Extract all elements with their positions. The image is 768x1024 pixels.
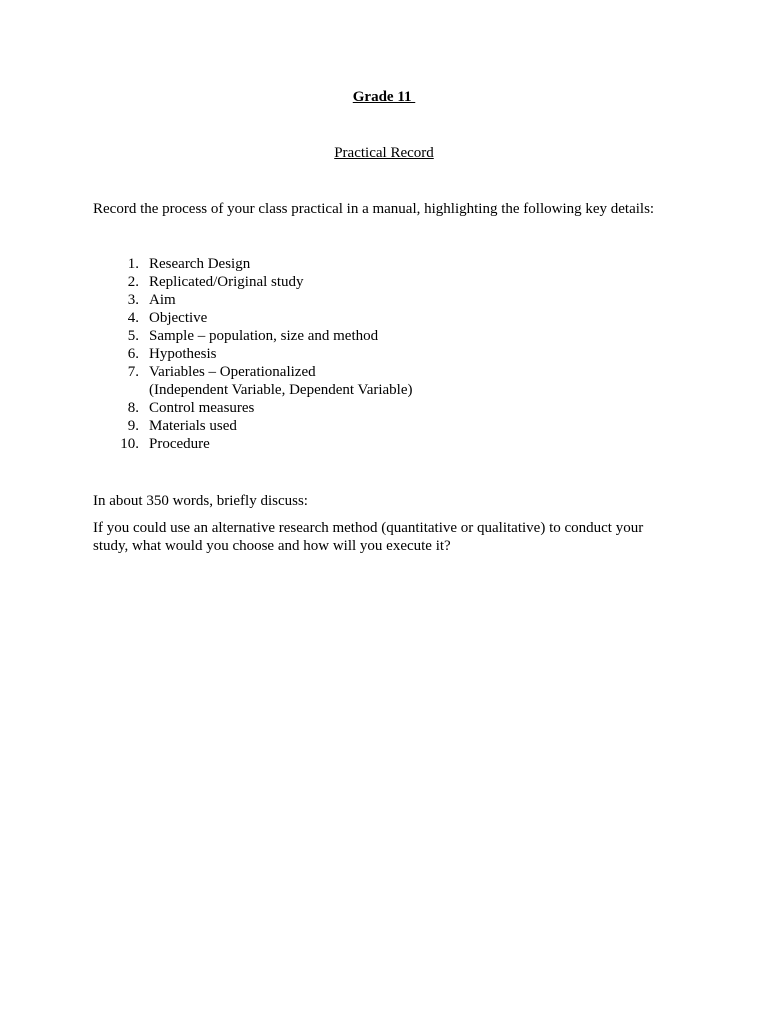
list-item-text: Hypothesis [149,346,217,362]
list-item [93,309,413,327]
list-item [93,327,413,345]
list-item-subtext: (Independent Variable, Dependent Variable) [149,382,413,398]
list-item [93,399,413,417]
list-item [93,255,413,273]
list-item-number: 4. [127,310,139,326]
list-item-number: 7. [127,364,139,380]
list-item-number: 8. [127,400,139,416]
list-item-text: Research Design [149,256,251,272]
document-title: Grade 11 [352,89,416,105]
list-item [93,345,413,363]
list-item-text: Control measures [149,400,255,416]
list-item-text: Procedure [149,436,210,452]
list-item-text: Objective [149,310,208,326]
list-item-text: Replicated/Original study [149,274,304,290]
list-item-text: Variables – Operationalized [149,364,316,380]
list-item-text: Materials used [149,418,237,434]
list-item-number: 6. [127,346,139,362]
list-item-text: Sample – population, size and method [149,328,379,344]
list-item [93,435,413,453]
discussion-question: If you could use an alternative research method (quantitative or qualitative) to conduct your study, what would you choose and how will you execute it? [93,520,644,554]
discussion-prompt: In about 350 words, briefly discuss: [93,493,308,509]
list-item [93,363,413,399]
key-details-list [93,255,413,453]
list-item-number: 5. [127,328,139,344]
list-item [93,291,413,309]
list-item-text-group [149,363,413,399]
list-item-text: Aim [149,292,176,308]
list-item-number: 10. [120,436,139,452]
list-item [93,273,413,291]
list-item-number: 2. [127,274,139,290]
list-item-number: 3. [127,292,139,308]
list-item-number: 1. [127,256,139,272]
document-subtitle: Practical Record [334,145,434,161]
list-item-number: 9. [127,418,139,434]
list-item [93,417,413,435]
intro-paragraph: Record the process of your class practical in a manual, highlighting the following key details: [93,201,655,217]
